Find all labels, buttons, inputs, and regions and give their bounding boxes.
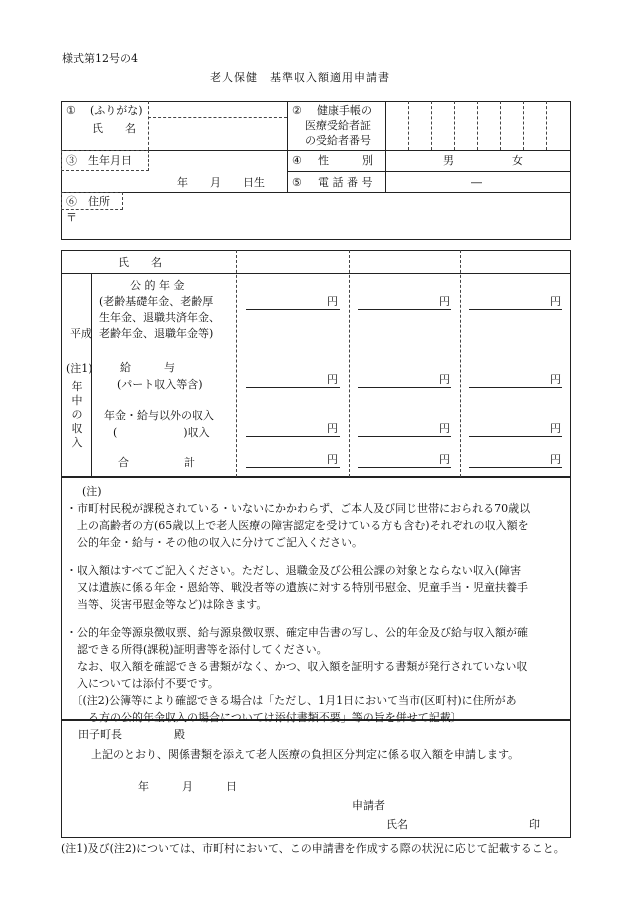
recipient-number-label-3: の受給者番号 [305, 134, 371, 147]
salary-amount-input-3[interactable] [469, 370, 549, 386]
income-name-header: 氏 名 [118, 256, 162, 269]
row-pension-line4: 老齢年金、退職年金等) [99, 327, 214, 340]
yen-mark: 円 [327, 453, 338, 466]
application-date-units: 年 月 日 [138, 780, 237, 793]
applicant-name-input[interactable] [414, 815, 524, 833]
row-salary-line1: 給 与 [120, 361, 175, 374]
yen-mark: 円 [550, 422, 561, 435]
row-pension-line3: 生年金、退職共済年金、 [99, 311, 220, 324]
total-amount-input-2[interactable] [358, 450, 438, 466]
gender-male[interactable]: 男 [443, 154, 454, 167]
row-total: 合 計 [118, 456, 195, 469]
yen-mark: 円 [439, 373, 450, 386]
row-pension-line1: 公 的 年 金 [130, 279, 185, 292]
item4-number: ④ [292, 154, 302, 167]
recipient-number-input[interactable] [387, 102, 570, 149]
row-other-line2: ( )収入 [113, 426, 210, 439]
yen-mark: 円 [550, 295, 561, 308]
birthdate-label: ③ 生年月日 [66, 154, 132, 167]
birthdate-input[interactable] [150, 152, 285, 190]
phone-dash: ― [471, 176, 482, 189]
other-amount-input-3[interactable] [469, 419, 549, 435]
postal-mark: 〒 [66, 211, 77, 224]
phone-label: 電 話 番 号 [318, 176, 373, 189]
recipient-number-label-2: 医療受給者証 [305, 119, 371, 132]
yen-mark: 円 [439, 422, 450, 435]
furigana-input[interactable] [150, 102, 284, 116]
phone-input[interactable] [387, 173, 570, 191]
total-amount-input-3[interactable] [469, 450, 549, 466]
name-input[interactable] [150, 119, 284, 149]
side-label-heisei: 平成 [70, 327, 92, 340]
note-paragraph-1: ・市町村民税が課税されている・いないにかかわらず、ご本人及び同じ世帯におられる70歳以 上の高齢者の方(65歳以上で老人医療の障害認定を受けている方も含む)それぞれの収入額を 公的年金・給与・その他の収入に分けてご記入ください。 [66, 502, 531, 549]
footnote: (注1)及び(注2)については、市町村において、この申請書を作成する際の状況に応じて記載すること。 [61, 842, 565, 855]
income-name-input-3[interactable] [462, 252, 569, 272]
yen-mark: 円 [550, 373, 561, 386]
form-number: 様式第12号の4 [62, 52, 138, 65]
row-salary-line2: (パート収入等含) [117, 378, 203, 391]
income-name-input-1[interactable] [238, 252, 347, 272]
other-amount-input-2[interactable] [358, 419, 438, 435]
pension-amount-input-3[interactable] [469, 292, 549, 308]
pension-amount-input-1[interactable] [246, 292, 326, 308]
seal-mark: 印 [529, 818, 540, 831]
yen-mark: 円 [439, 453, 450, 466]
gender-female[interactable]: 女 [512, 154, 523, 167]
honorific: 殿 [174, 728, 185, 741]
row-pension-line2: (老齢基礎年金、老齢厚 [99, 295, 214, 308]
yen-mark: 円 [327, 295, 338, 308]
recipient-number-label-1: 健康手帳の [317, 104, 372, 117]
item5-number: ⑤ [292, 176, 302, 189]
salary-amount-input-1[interactable] [246, 370, 326, 386]
notes-header: (注) [82, 485, 102, 498]
item1-number: ① [66, 104, 76, 117]
other-amount-input-1[interactable] [246, 419, 326, 435]
applicant-label: 申請者 [352, 799, 385, 812]
yen-mark: 円 [550, 453, 561, 466]
note-paragraph-3: ・公的年金等源泉徴収票、給与源泉徴収票、確定申告書の写し、公的年金及び給与収入額が確 認できる所得(課税)証明書等を添付してください。 なお、収入額を確認できる書類がなく、かつ、収入額を証明する書類が発行されていない収 入については添付不要です。 〔(注2)公簿等により確認できる場合は「ただし、1月1日において当市(区町村)に住所があ る方の公的年金収入の場合については添付書類不要」等の旨を併せて記載〕 [66, 626, 528, 724]
address-label: ⑥ 住所 [66, 195, 110, 208]
address-input[interactable] [80, 210, 568, 238]
addressee: 田子町長 [78, 728, 122, 741]
gender-label: 性 別 [318, 154, 373, 167]
side-label-note1: (注1) [66, 362, 93, 375]
pension-amount-input-2[interactable] [358, 292, 438, 308]
yen-mark: 円 [327, 422, 338, 435]
application-date-input[interactable] [100, 778, 260, 796]
declaration-statement: 上記のとおり、関係書類を添えて老人医療の負担区分判定に係る収入額を申請します。 [91, 748, 520, 761]
yen-mark: 円 [439, 295, 450, 308]
row-other-line1: 年金・給与以外の収入 [104, 409, 214, 422]
name-label: 氏 名 [92, 122, 136, 135]
item2-number: ② [292, 104, 302, 117]
furigana-label: (ふりがな) [90, 104, 143, 117]
side-label-annual-income: 年中の収入 [71, 380, 83, 449]
birthdate-units: 年 月 日生 [177, 176, 265, 189]
income-name-input-2[interactable] [351, 252, 458, 272]
form-title: 老人保健 基準収入額適用申請書 [210, 71, 390, 84]
total-amount-input-1[interactable] [246, 450, 326, 466]
applicant-name-label: 氏名 [386, 818, 408, 831]
yen-mark: 円 [327, 373, 338, 386]
salary-amount-input-2[interactable] [358, 370, 438, 386]
note-paragraph-2: ・収入額はすべてご記入ください。ただし、退職金及び公租公課の対象とならない収入(障害 又は遺族に係る年金・恩給等、戦没者等の遺族に対する特別弔慰金、児童手当・児童扶養手 当等、災害弔慰金等など)は除きます。 [66, 564, 528, 611]
